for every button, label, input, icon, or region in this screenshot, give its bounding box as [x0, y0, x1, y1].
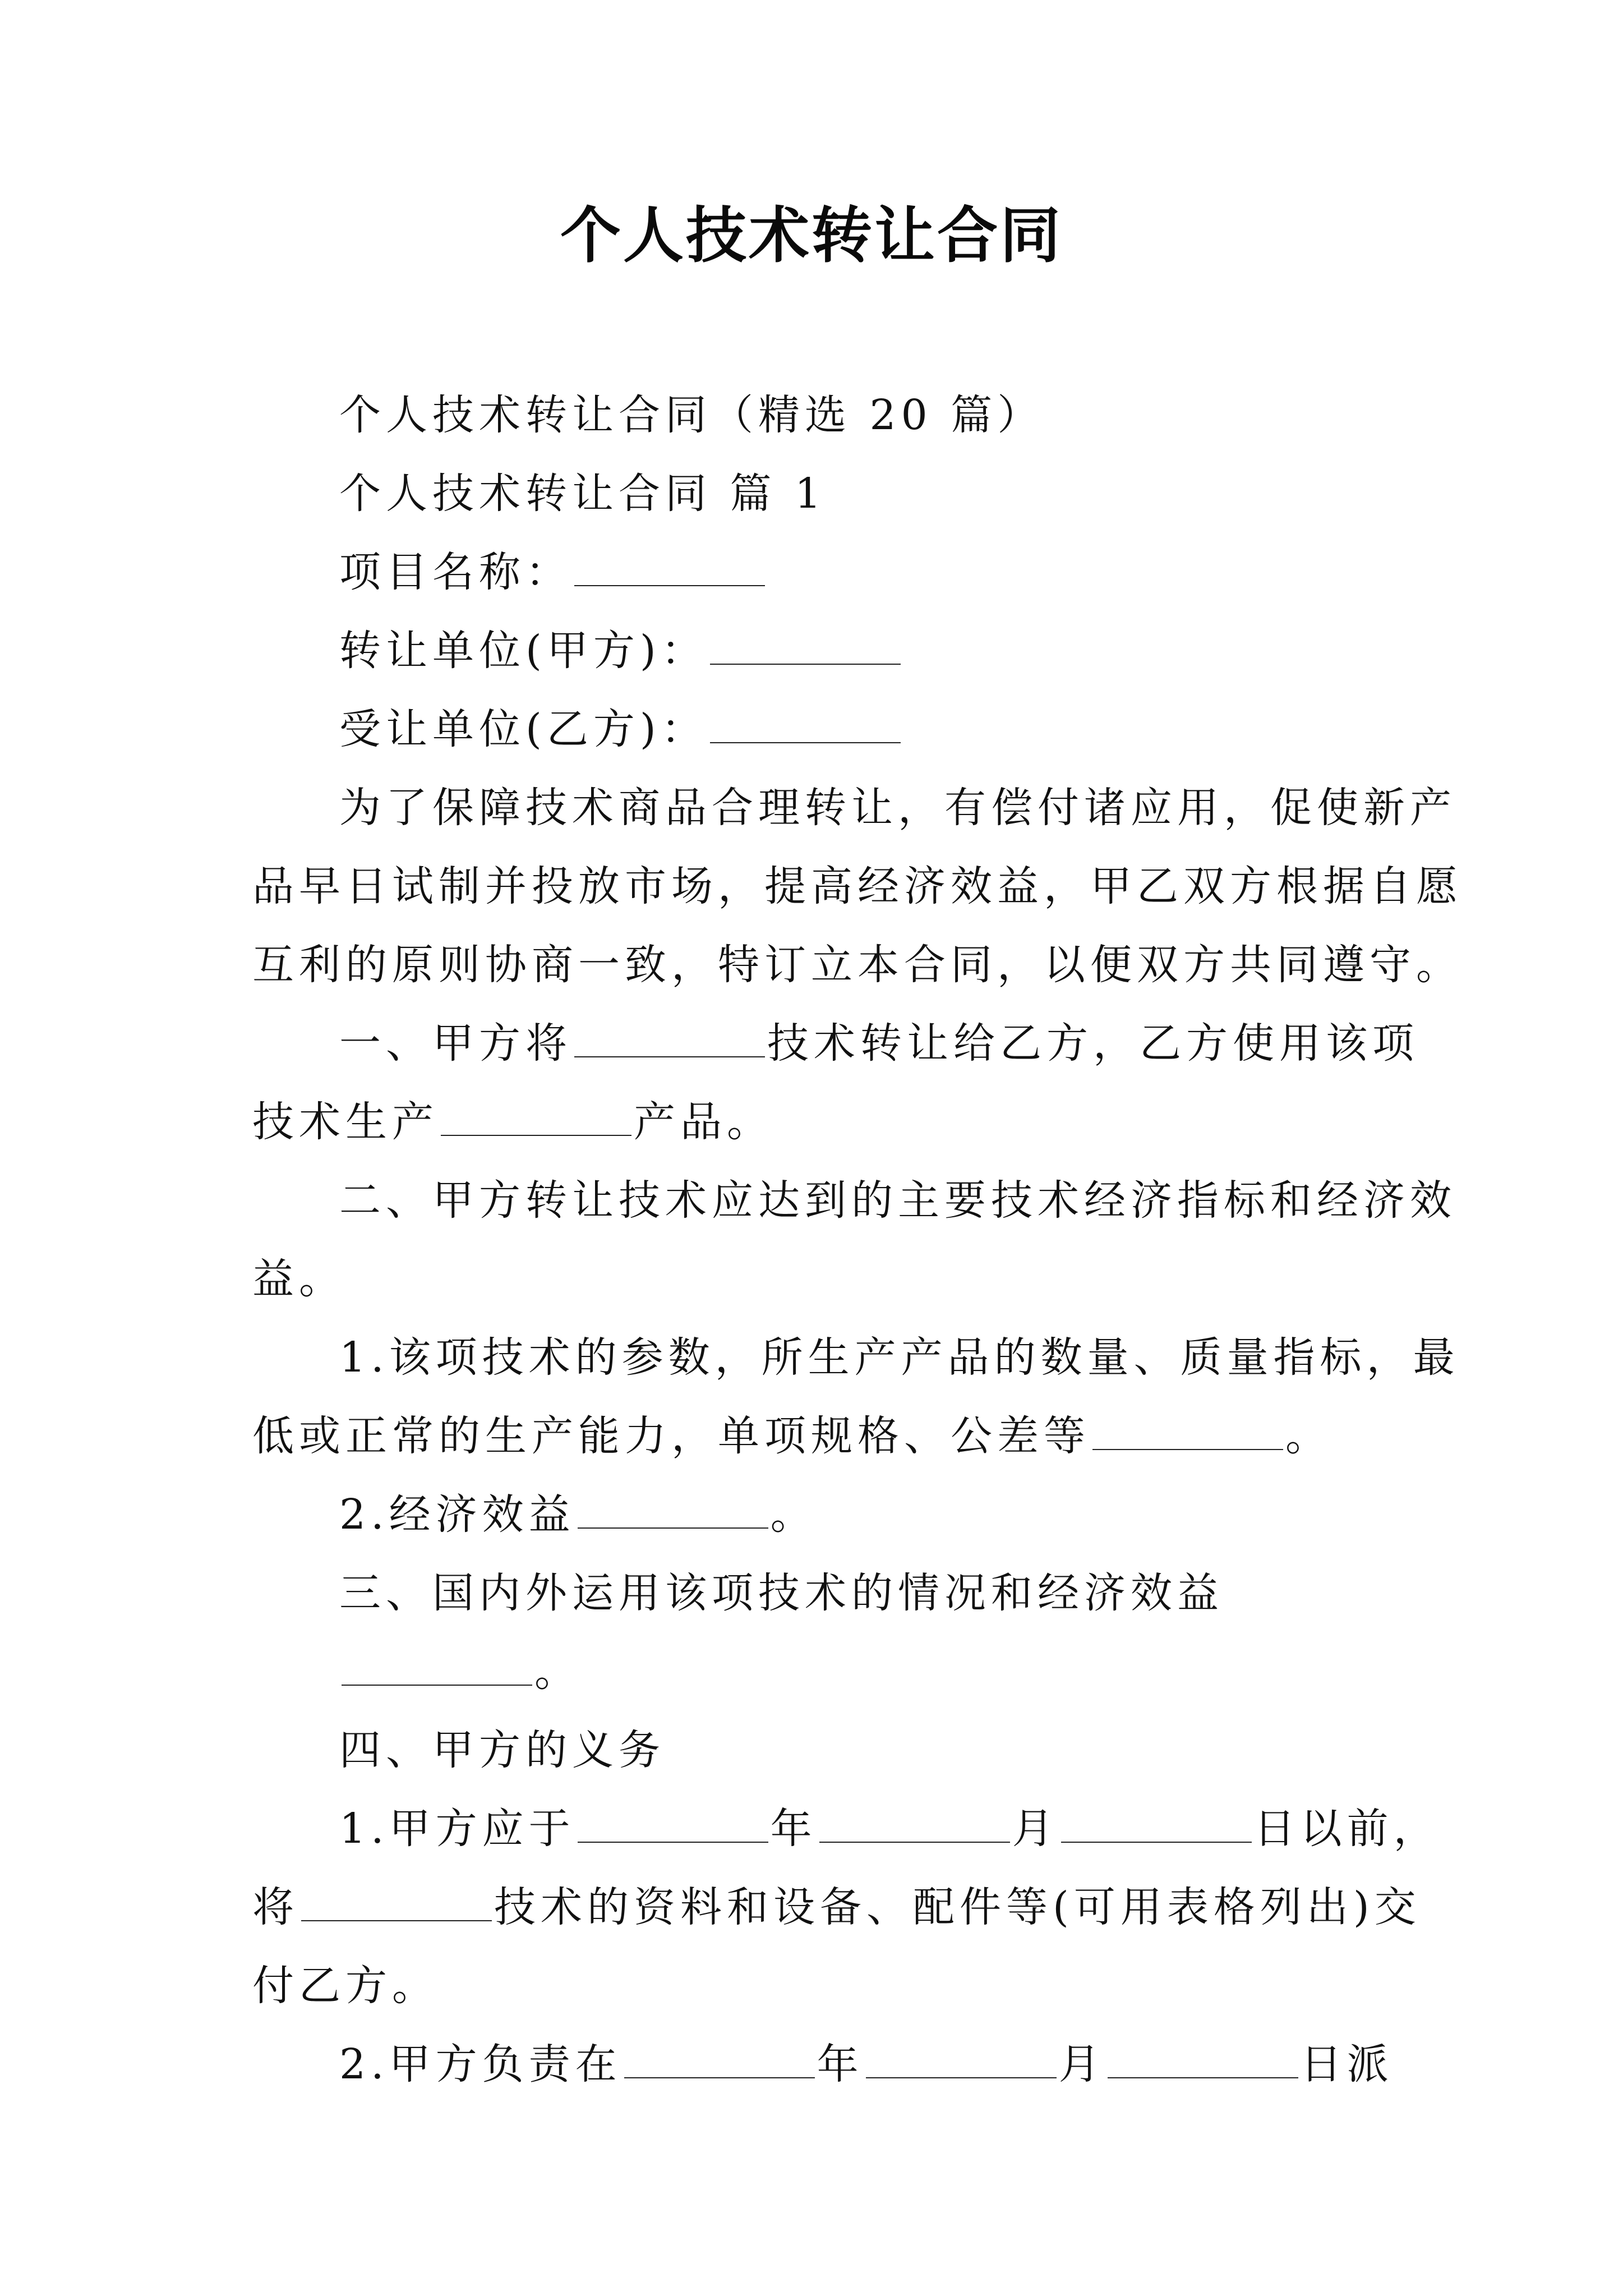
document-title: 个人技术转让合同: [560, 200, 1063, 271]
paragraph-line: [252, 1004, 1419, 1083]
text: 日派: [1300, 2040, 1394, 2088]
blank-field: [624, 2041, 815, 2078]
text: 。: [534, 1648, 581, 1696]
blank-field: [1061, 1806, 1252, 1843]
text: 2.甲方负责在: [339, 2040, 622, 2088]
text: 一、甲方将: [339, 1019, 572, 1068]
text: 日以前，: [1253, 1805, 1440, 1853]
text: 年: [770, 1805, 817, 1853]
text: 低或正常的生产能力，单项规格、公差等: [252, 1412, 1090, 1460]
transferor-line: [252, 611, 1396, 690]
project-name-line: [252, 533, 1396, 611]
blank-field: [1108, 2041, 1298, 2078]
paragraph-line: [252, 1632, 1396, 1711]
blank-field: [710, 628, 901, 665]
text: 三、国内外运用该项技术的情况和经济效益: [339, 1569, 1224, 1617]
paragraph-line: [252, 1397, 1396, 1475]
document-body: [252, 376, 1463, 2104]
paragraph-line: [252, 2025, 1396, 2104]
paragraph-line: [252, 1947, 1396, 2025]
paragraph-line: [252, 1868, 1421, 1947]
blank-field: [342, 1649, 532, 1686]
text: 转让单位(甲方)：: [339, 627, 708, 675]
text: 月: [1012, 1805, 1059, 1853]
text: 受让单位(乙方)：: [339, 705, 708, 753]
text: 二、甲方转让技术应达到的主要技术经济指标和经济效: [339, 1176, 1456, 1225]
blank-field: [578, 1806, 768, 1843]
blank-field: [574, 1020, 765, 1057]
paragraph-line: [252, 1161, 1456, 1240]
section-heading: [252, 454, 1396, 533]
paragraph-line: [252, 926, 1463, 1004]
blank-field: [819, 1806, 1010, 1843]
text: 年: [817, 2040, 864, 2088]
blank-field: [574, 549, 765, 586]
text: 产品。: [634, 1098, 773, 1146]
subtitle-line: [252, 376, 1396, 454]
blank-field: [710, 706, 901, 743]
text: 技术转让给乙方，乙方使用该项: [767, 1019, 1419, 1068]
text: 1.甲方应于: [339, 1805, 575, 1853]
text: 技术生产: [252, 1098, 439, 1146]
text: 益。: [252, 1255, 345, 1303]
text: 将: [252, 1883, 299, 1931]
text: 技术的资料和设备、配件等(可用表格列出)交: [494, 1883, 1421, 1931]
text: 1.该项技术的参数，所生产产品的数量、质量指标，最: [339, 1333, 1460, 1382]
text: 四、甲方的义务: [339, 1726, 665, 1774]
paragraph-line: [252, 1554, 1396, 1632]
text: 付乙方。: [252, 1962, 439, 2010]
text: 个人技术转让合同（精选 20 篇）: [339, 391, 1044, 439]
paragraph-line: [252, 1318, 1460, 1397]
section-line: [252, 1711, 1396, 1789]
paragraph-line: [252, 1789, 1440, 1868]
text: 个人技术转让合同 篇 1: [339, 470, 827, 518]
paragraph-line: [252, 847, 1463, 926]
blank-field: [578, 1492, 768, 1529]
text: 项目名称：: [339, 548, 572, 596]
text: 月: [1058, 2040, 1105, 2088]
paragraph-line: [252, 1475, 1396, 1554]
text: 为了保障技术商品合理转让，有偿付诸应用，促使新产: [339, 784, 1456, 832]
paragraph-line: [252, 769, 1456, 847]
text: 。: [1285, 1412, 1332, 1460]
text: 互利的原则协商一致，特订立本合同，以便双方共同遵守。: [252, 941, 1463, 989]
blank-field: [1092, 1413, 1283, 1450]
text: 2.经济效益: [339, 1490, 575, 1539]
text: 品早日试制并投放市场，提高经济效益，甲乙双方根据自愿: [252, 862, 1463, 910]
blank-field: [301, 1884, 492, 1921]
blank-field: [441, 1099, 631, 1136]
transferee-line: [252, 690, 1396, 769]
text: 。: [770, 1490, 817, 1539]
paragraph-line: [252, 1240, 1396, 1318]
paragraph-line: [252, 1083, 1396, 1161]
blank-field: [866, 2041, 1057, 2078]
